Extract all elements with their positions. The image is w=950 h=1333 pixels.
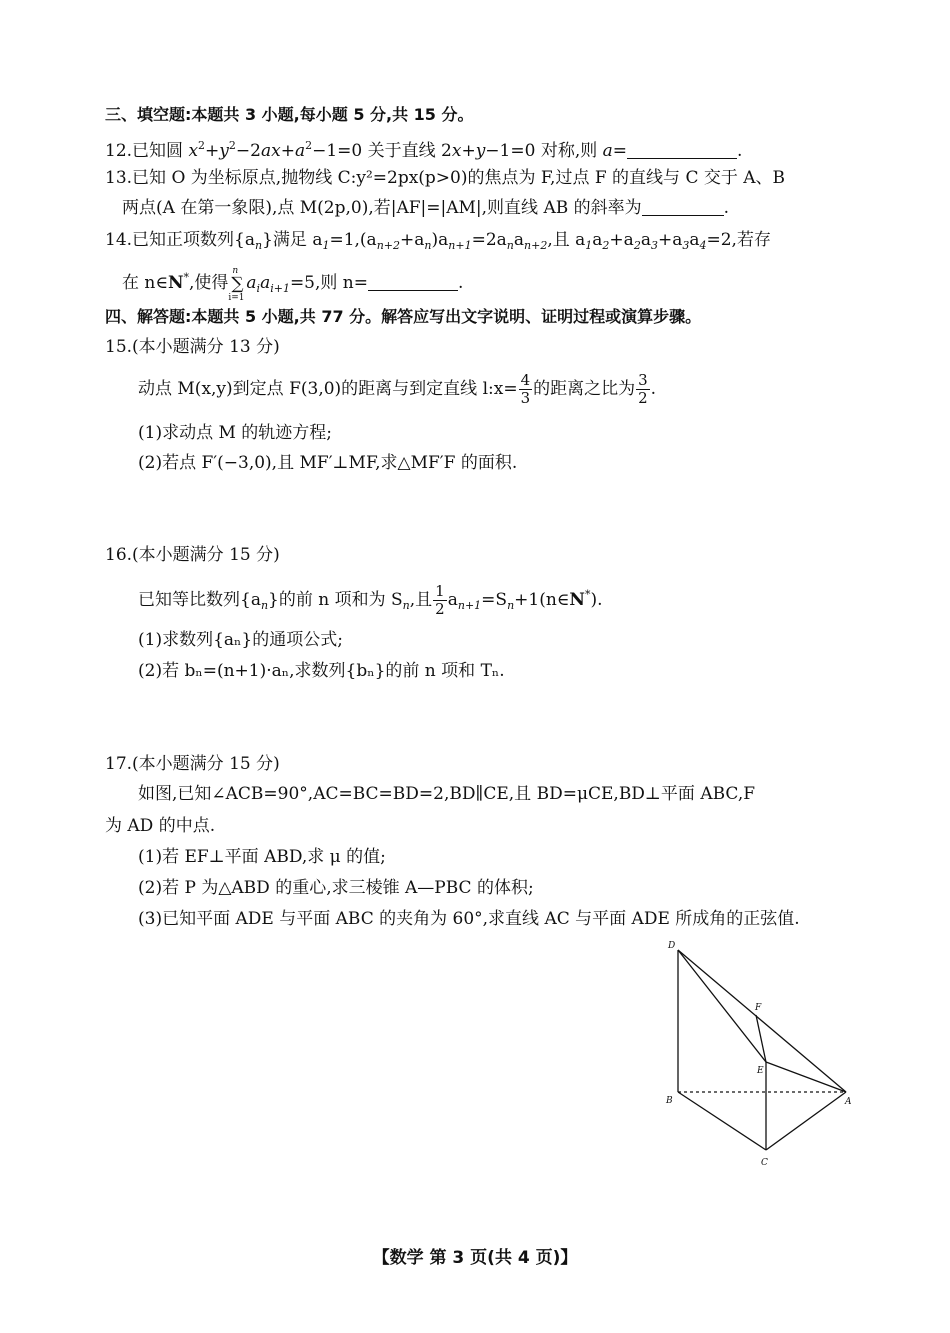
geometry-figure [660, 940, 860, 1175]
edge-EA [766, 1062, 846, 1092]
label-B: B [666, 1096, 673, 1106]
question-16-part1: (1)求数列{aₙ}的通项公式; [138, 630, 343, 650]
label-D: D [668, 941, 676, 951]
answer-blank-13[interactable] [642, 199, 724, 216]
question-17-stem1: 如图,已知∠ACB=90°,AC=BC=BD=2,BD∥CE,且 BD=μCE,BD⊥平面 ABC,F [138, 784, 756, 804]
question-16-stem: 已知等比数列$\{a_n\}$的前 n 项和为 $S_n$,且 $\frac{1}{2}$ $a_{n+1}=S_n+1(n\in N^*)$. [138, 582, 603, 618]
question-15-part2: (2)若点 F′(−3,0),且 MF′⊥MF,求△MF′F 的面积. [138, 453, 518, 473]
label-F: F [755, 1003, 762, 1013]
question-13-line1: 13.已知 O 为坐标原点,抛物线 C:y²=2px(p>0)的焦点为 F,过点 F 的直线与 C 交于 A、B [105, 168, 786, 188]
section4-heading: 四、解答题:本题共 5 小题,共 77 分。解答应写出文字说明、证明过程或演算步骤。 [105, 307, 702, 326]
question-12: 12.已知圆 $x^2+y^2-2ax+a^2-1=0$ 关于直线 2x+y−1=0 对称,则 a= . [105, 139, 743, 161]
answer-blank-14[interactable] [368, 274, 458, 291]
question-17-part3: (3)已知平面 ADE 与平面 ABC 的夹角为 60°,求直线 AC 与平面 ADE 所成角的正弦值. [138, 909, 800, 929]
label-E: E [757, 1066, 764, 1076]
page-footer: 【数学 第 3 页(共 4 页)】 [372, 1248, 578, 1268]
section3-heading: 三、填空题:本题共 3 小题,每小题 5 分,共 15 分。 [105, 105, 474, 124]
question-15-header: 15.(本小题满分 13 分) [105, 337, 280, 357]
label-A: A [845, 1097, 852, 1107]
question-14-line1: 14.已知正项数列$\{a_n\}$满足 $a_1=1,(a_{n+2}+a_n)a_{n+1}=2a_na_{n+2}$,且 $a_1a_2+a_2a_3+a_3a_4=2$,若存 [105, 230, 771, 252]
edge-BC [678, 1092, 766, 1150]
question-15-part1: (1)求动点 M 的轨迹方程; [138, 423, 333, 443]
question-17-stem2: 为 AD 的中点. [105, 816, 216, 836]
label-C: C [761, 1158, 768, 1168]
edge-CA [766, 1092, 846, 1150]
question-15-stem: 动点 M(x,y)到定点 F(3,0)的距离与到定直线 l:x= $\frac{4}{3}$ 的距离之比为 $\frac{3}{2}$ . [138, 371, 657, 407]
answer-blank-12[interactable] [627, 142, 737, 159]
question-13-line2: 两点(A 在第一象限),点 M(2p,0),若|AF|=|AM|,则直线 AB 的斜率为 . [122, 198, 730, 218]
edge-DE [678, 950, 766, 1062]
question-17-part2: (2)若 P 为△ABD 的重心,求三棱锥 A—PBC 的体积; [138, 878, 534, 898]
question-14-line2: 在 n∈N*,使得 ∑ n i=1 $a_ia_{i+1}=5$,则 n= . [122, 265, 464, 303]
question-16-header: 16.(本小题满分 15 分) [105, 545, 280, 565]
question-16-part2: (2)若 bₙ=(n+1)·aₙ,求数列{bₙ}的前 n 项和 Tₙ. [138, 661, 505, 681]
question-17-part1: (1)若 EF⊥平面 ABD,求 μ 的值; [138, 847, 386, 867]
question-17-header: 17.(本小题满分 15 分) [105, 754, 280, 774]
